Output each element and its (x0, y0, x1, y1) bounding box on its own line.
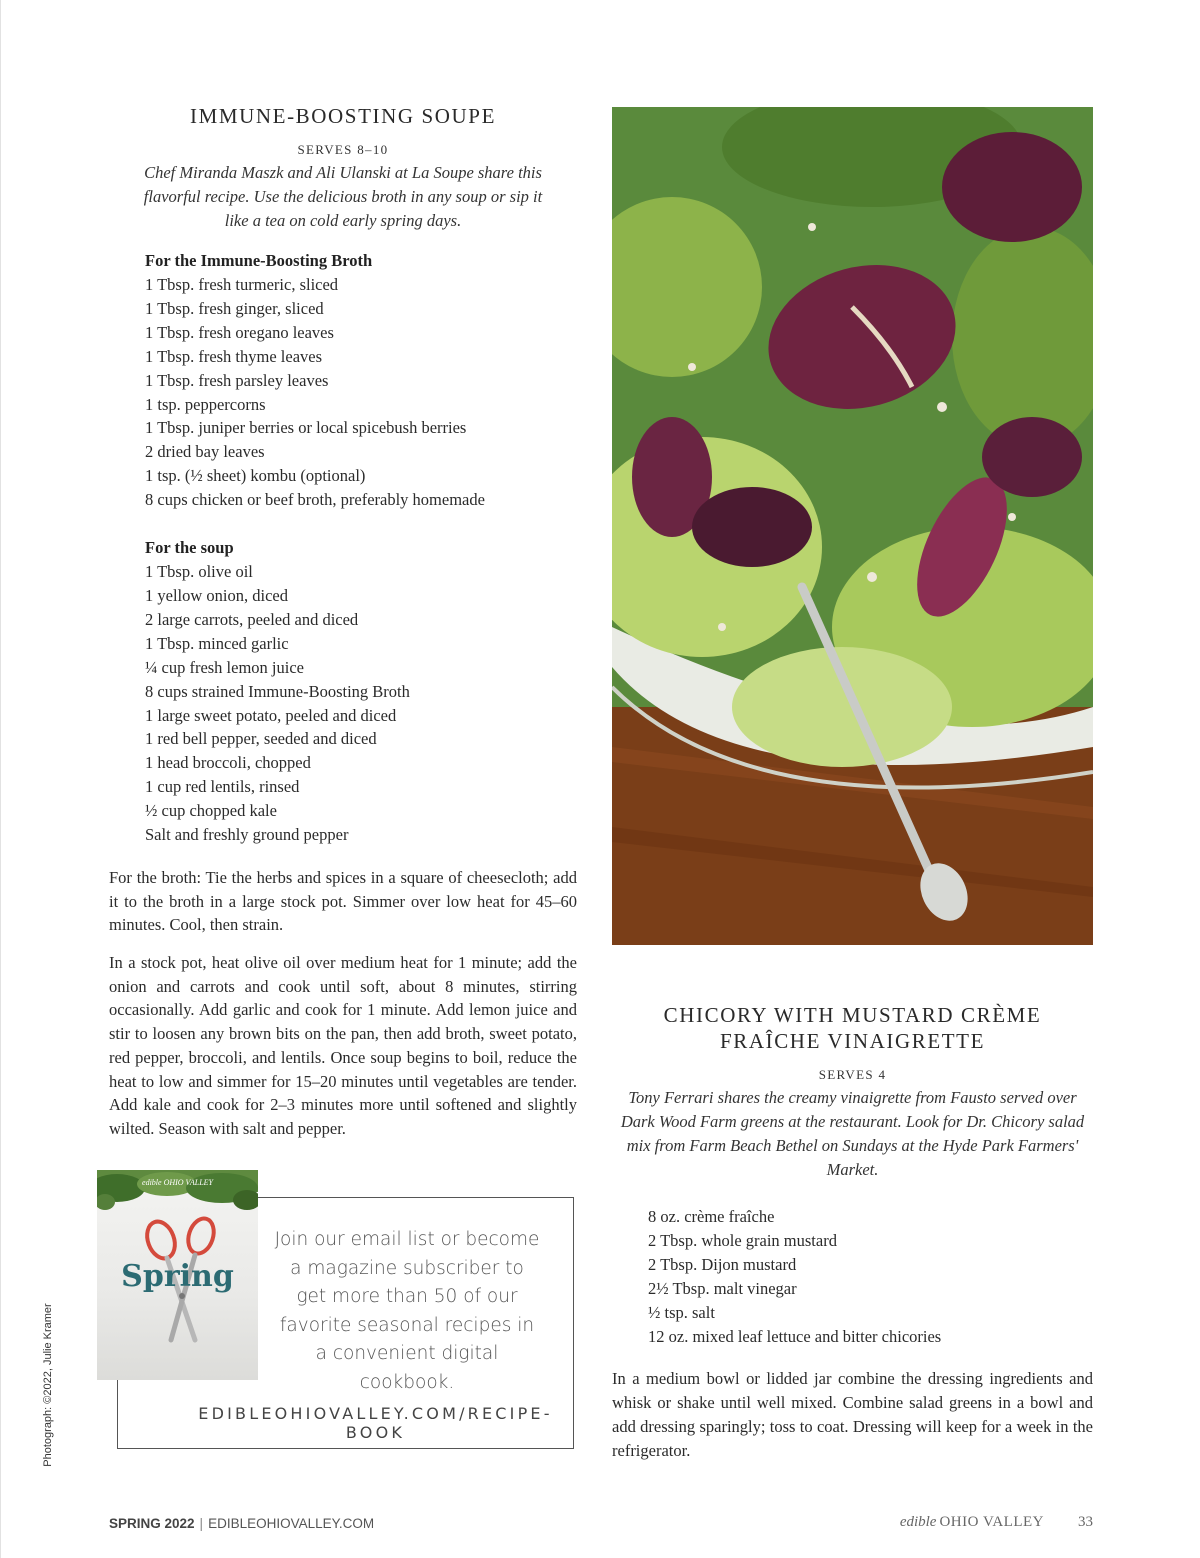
ingredient-item: ¼ cup fresh lemon juice (145, 657, 304, 677)
ingredient-item: 1 yellow onion, diced (145, 585, 288, 605)
ingredient-item: 1 tsp. peppercorns (145, 394, 266, 414)
chicory-intro: Tony Ferrari shares the creamy vinaigrette from Fausto served over Dark Wood Farm greens at the restaurant. Look for Dr. Chicory salad mix from Farm Beach Bethel on Sundays at the Hyde Park Farmers' Market. (620, 1088, 1085, 1179)
ingredient-item: 8 cups chicken or beef broth, preferably homemade (145, 490, 485, 510)
recipe-book-link[interactable]: EDIBLEOHIOVALLEY.COM/RECIPE-BOOK (198, 1404, 553, 1442)
salad-photo-graphic (612, 107, 1093, 945)
soup-instructions: In a stock pot, heat olive oil over medium heat for 1 minute; add the onion and carrots and cook until soft, about 8 minutes, stirring occasionally. Add garlic and cook for 1 minute. Add lemon juice and stir to loosen any brown bits on the pan, then add broth, sweet potato, red pepper, broccoli, and lentils. Once soup begins to boil, reduce the heat to low and simmer for 15–20 minutes until vegetables are tender. Add kale and cook for 2–3 minutes more until softened and slightly wilted. Season with salt and pepper. (109, 953, 577, 1138)
chicory-title-line-1: CHICORY WITH MUSTARD CRÈME (663, 1003, 1042, 1027)
soup-heading: For the soup (145, 538, 234, 558)
ingredient-item: 1 Tbsp. minced garlic (145, 633, 289, 653)
cover-title: Spring (121, 1259, 234, 1294)
footer-issue-info (109, 1516, 374, 1531)
broth-ingredient-list (145, 273, 577, 512)
footer-magazine-info (900, 1514, 1093, 1531)
ingredient-item: 1 Tbsp. juniper berries or local spicebush berries (145, 418, 467, 438)
ingredient-item: 1 tsp. (½ sheet) kombu (optional) (145, 466, 366, 486)
ingredient-item: 1 Tbsp. fresh turmeric, sliced (145, 275, 339, 294)
chicory-serves: SERVES 4 (818, 1067, 887, 1082)
cookbook-cover-image (97, 1170, 258, 1380)
ingredient-item: 12 oz. mixed leaf lettuce and bitter chicories (648, 1326, 942, 1346)
promo-text: Join our email list or become a magazine subscriber to get more than 50 of our favorite seasonal recipes in a convenient digital cookbook. (274, 1229, 540, 1393)
ingredient-item: 1 large sweet potato, peeled and diced (145, 705, 397, 725)
ingredient-item: 8 oz. crème fraîche (648, 1207, 775, 1226)
vinaigrette-instructions: In a medium bowl or lidded jar combine the dressing ingredients and whisk or shake until well mixed. Combine salad greens in a bowl and add dressing sparingly; toss to coat. Dressing will keep for a week in the refrigerator. (612, 1369, 1093, 1460)
footer-separator: | (199, 1516, 204, 1531)
magazine-name: OHIO VALLEY (939, 1514, 1044, 1530)
salad-photo (612, 107, 1093, 945)
vinaigrette-ingredient-list (648, 1205, 1093, 1348)
broth-ingredients-block (145, 249, 577, 512)
soupe-recipe (109, 104, 577, 1141)
ingredient-item: Salt and freshly ground pepper (145, 825, 349, 845)
ingredient-item: 2 Tbsp. whole grain mustard (648, 1230, 837, 1250)
magazine-name-italic: edible (899, 1514, 937, 1530)
soupe-recipe-title: IMMUNE-BOOSTING SOUPE (189, 104, 497, 128)
ingredient-item: 1 red bell pepper, seeded and diced (145, 729, 377, 749)
ingredient-item: 1 Tbsp. fresh thyme leaves (145, 346, 323, 366)
page-number: 33 (1078, 1514, 1093, 1530)
ingredient-item: ½ cup chopped kale (145, 801, 277, 821)
ingredient-item: 2½ Tbsp. malt vinegar (648, 1278, 797, 1298)
soupe-intro: Chef Miranda Maszk and Ali Ulanski at La Soupe share this flavorful recipe. Use the delicious broth in any soup or sip it like a tea on cold early spring days. (143, 163, 543, 230)
ingredient-item: ½ tsp. salt (648, 1302, 715, 1322)
soupe-serves: SERVES 8–10 (297, 142, 389, 157)
ingredient-item: 1 Tbsp. olive oil (145, 562, 253, 582)
ingredient-item: 2 large carrots, peeled and diced (145, 609, 359, 629)
ingredient-item: 2 dried bay leaves (145, 442, 265, 462)
chicory-recipe (612, 1002, 1093, 1462)
page-edge-line (0, 0, 1, 1558)
broth-instructions: For the broth: Tie the herbs and spices in a square of cheesecloth; add it to the broth in a large stock pot. Simmer over low heat for 45–60 minutes. Cool, then strain. (109, 867, 577, 935)
soup-ingredients-block (145, 536, 577, 847)
ingredient-item: 1 Tbsp. fresh ginger, sliced (145, 298, 324, 318)
chicory-recipe-title (612, 1002, 1093, 1054)
ingredient-item: 1 Tbsp. fresh parsley leaves (145, 370, 329, 390)
chicory-title-line-2: FRAÎCHE VINAIGRETTE (719, 1029, 986, 1053)
soup-ingredient-list (145, 560, 577, 847)
broth-heading: For the Immune-Boosting Broth (145, 251, 373, 270)
photo-credit: Photograph: ©2022, Julie Kramer (42, 1303, 54, 1467)
ingredient-item: 8 cups strained Immune-Boosting Broth (145, 681, 410, 701)
ingredient-item: 2 Tbsp. Dijon mustard (648, 1254, 797, 1274)
ingredient-item: 1 Tbsp. fresh oregano leaves (145, 322, 334, 342)
footer-site: EDIBLEOHIOVALLEY.COM (208, 1516, 375, 1531)
cover-brand: edible OHIO VALLEY (142, 1178, 213, 1187)
ingredient-item: 1 head broccoli, chopped (145, 753, 311, 773)
ingredient-item: 1 cup red lentils, rinsed (145, 777, 300, 797)
issue-label: SPRING 2022 (109, 1516, 195, 1531)
